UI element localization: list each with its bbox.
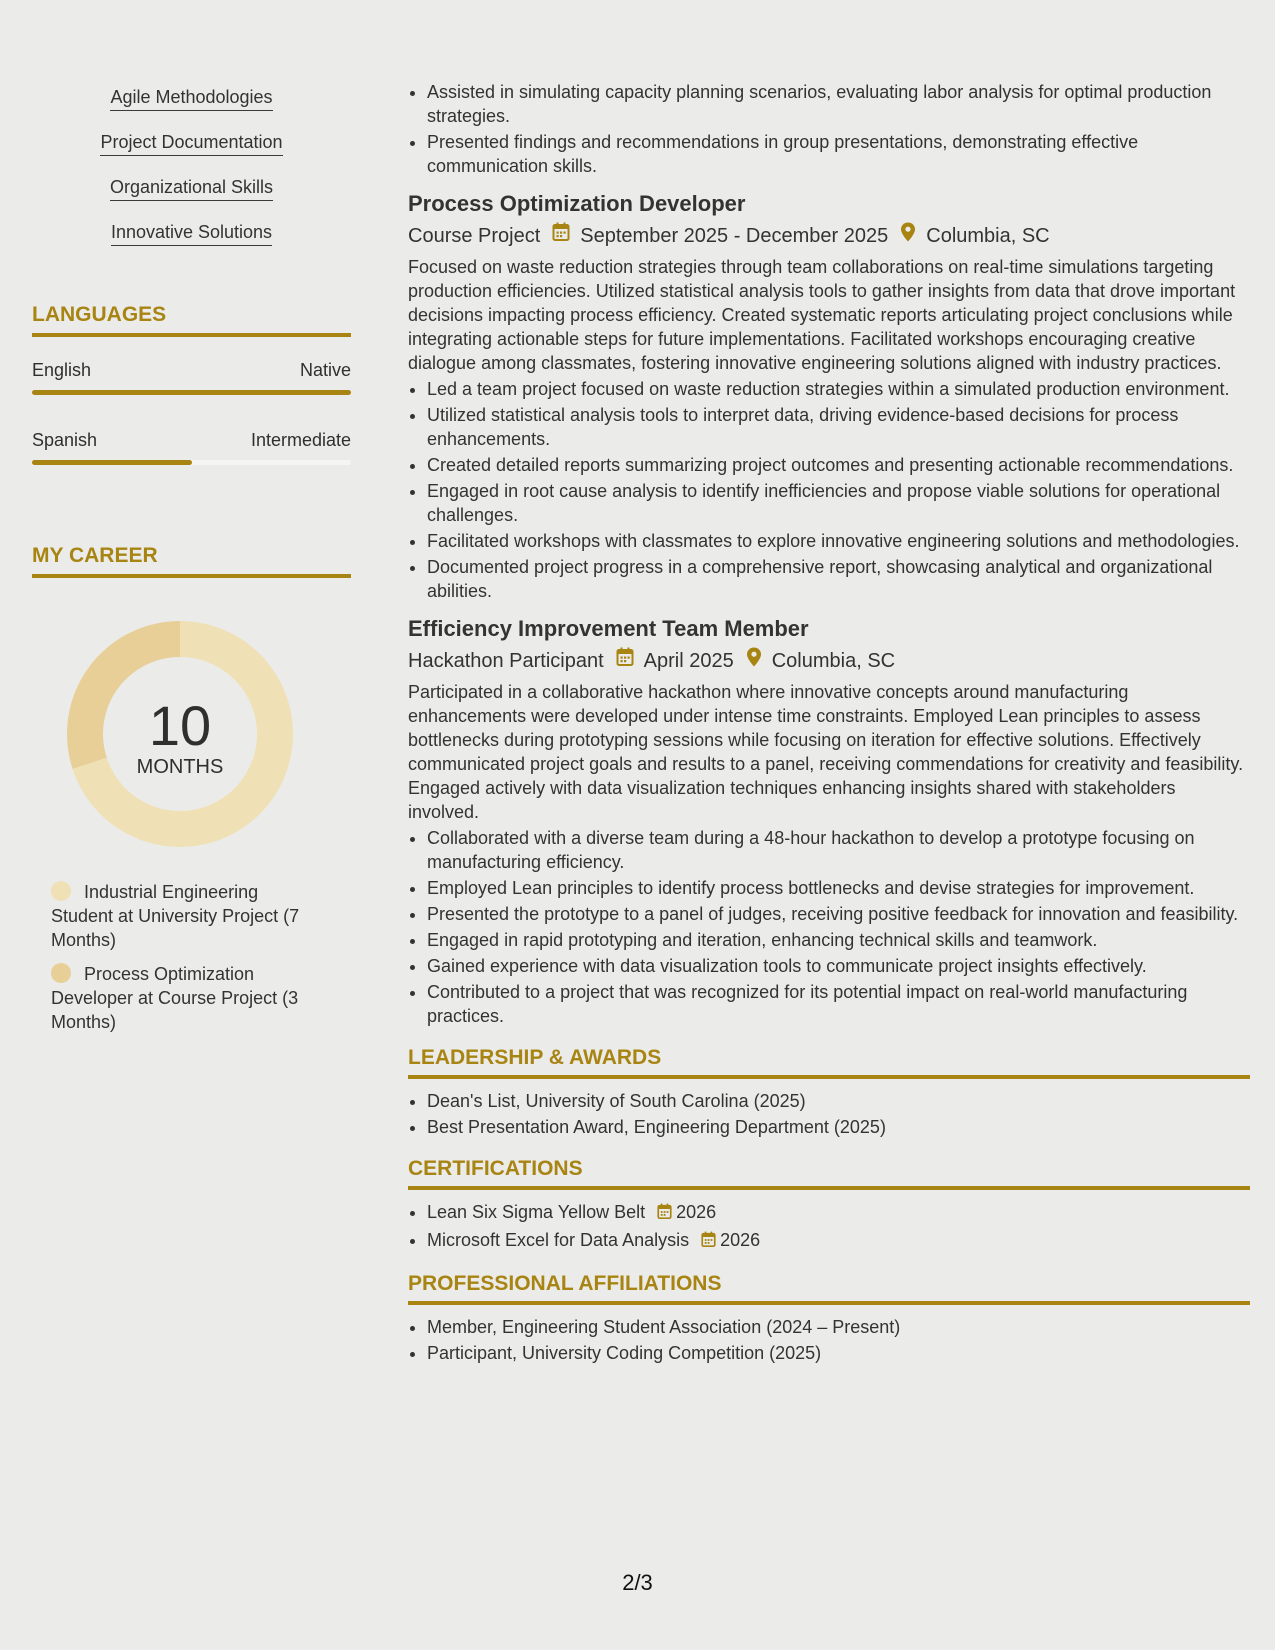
job-title: Process Optimization Developer: [408, 191, 746, 216]
section-divider: [408, 1075, 1250, 1079]
certifications-heading: CERTIFICATIONS: [408, 1157, 583, 1180]
bullet-item: • Collaborated with a diverse team during a 48-hour hackathon to develop a prototype focusing on manufacturing efficiency.: [427, 826, 1250, 874]
right-column: [408, 80, 1250, 1367]
career-heading: MY CAREER: [32, 544, 158, 567]
job-description: Focused on waste reduction strategies through team collaborations on real-time simulations targeting production efficiencies. Utilized statistical analysis tools to gather insights from data that drove important decisions impacting process efficiency. Created systematic reports articulating project conclusions while integrating actionable steps for future implementations. Facilitated workshops encouraging creative dialogue among classmates, fostering innovative engineering solutions aligned with industry practices.: [408, 257, 1236, 373]
language-proficiency-bar: [32, 390, 351, 395]
section-divider: [408, 1301, 1250, 1305]
affiliation-item: • Member, Engineering Student Association (2024 – Present): [427, 1315, 1250, 1339]
certification-item: [427, 1228, 1250, 1254]
section-divider: [32, 574, 351, 578]
page-number: 2/3: [622, 1570, 653, 1595]
calendar-icon: [701, 1230, 716, 1254]
job-bullets: [408, 377, 1250, 603]
job-organization: Hackathon Participant: [408, 649, 604, 672]
legend-item: [51, 962, 321, 1034]
calendar-icon: [657, 1202, 672, 1226]
job-description: Participated in a collaborative hackathon where innovative concepts around manufacturing enhancements were developed under intense time constraints. Employed Lean principles to assess bottlenecks during prototyping sessions while focusing on iteration for effective solutions. Effectively communicated project goals and results to a panel, receiving commendations for creativity and feasibility. Engaged actively with data visualization techniques enhancing insights shared with stakeholders involved.: [408, 682, 1244, 822]
bullet-item: • Gained experience with data visualization tools to communicate project insights effectively.: [427, 954, 1250, 978]
job-title: Efficiency Improvement Team Member: [408, 616, 809, 641]
language-name: English: [32, 360, 92, 380]
leadership-list: [408, 1089, 1250, 1139]
bullet-item: • Created detailed reports summarizing project outcomes and presenting actionable recommendations.: [427, 453, 1250, 477]
legend-color-dot: [51, 881, 71, 901]
language-proficiency-fill: [32, 390, 351, 395]
job-meta: [408, 647, 1250, 674]
skill-item: [32, 221, 351, 266]
leadership-heading: LEADERSHIP & AWARDS: [408, 1046, 662, 1069]
certification-name: Lean Six Sigma Yellow Belt: [427, 1202, 646, 1222]
skill-label: Agile Methodologies: [110, 86, 272, 111]
bullet-item: • Presented findings and recommendations in group presentations, demonstrating effective communication skills.: [427, 130, 1250, 178]
job-organization: Course Project: [408, 224, 541, 247]
affiliations-section: [408, 1272, 1250, 1365]
job-meta: [408, 222, 1250, 249]
affiliation-item: • Participant, University Coding Competition (2025): [427, 1341, 1250, 1365]
section-divider: [408, 1186, 1250, 1190]
language-proficiency-bar: [32, 460, 351, 465]
donut-total-unit: MONTHS: [136, 756, 224, 778]
bullet-item: • Contributed to a project that was recognized for its potential impact on real-world manufacturing practices.: [427, 980, 1250, 1028]
job-bullets: [408, 826, 1250, 1028]
affiliations-list: [408, 1315, 1250, 1365]
section-divider: [32, 333, 351, 337]
language-level: Native: [299, 360, 351, 380]
career-donut-chart: [67, 621, 293, 847]
donut-total-value: 10: [148, 694, 212, 757]
career-legend: [51, 880, 321, 1044]
affiliations-heading: PROFESSIONAL AFFILIATIONS: [408, 1272, 722, 1295]
bullet-item: • Presented the prototype to a panel of judges, receiving positive feedback for innovation and feasibility.: [427, 902, 1250, 926]
calendar-icon: [616, 647, 634, 674]
job-entry: [408, 190, 1250, 603]
certifications-section: [408, 1157, 1250, 1254]
skill-label: Innovative Solutions: [111, 221, 272, 246]
legend-label: Industrial Engineering Student at University Project (7 Months): [51, 882, 300, 950]
skill-label: Organizational Skills: [110, 176, 273, 201]
certification-item: [427, 1200, 1250, 1226]
language-level: Intermediate: [250, 430, 351, 450]
legend-color-dot: [51, 963, 71, 983]
bullet-item: • Utilized statistical analysis tools to interpret data, driving evidence-based decisions for process enhancements.: [427, 403, 1250, 451]
skills-list: [32, 86, 351, 266]
language-name: Spanish: [32, 430, 98, 450]
award-item: • Best Presentation Award, Engineering Department (2025): [427, 1115, 1250, 1139]
award-item: • Dean's List, University of South Carolina (2025): [427, 1089, 1250, 1113]
calendar-icon: [552, 222, 570, 249]
certifications-list: [408, 1200, 1250, 1254]
bullet-item: • Led a team project focused on waste reduction strategies within a simulated production environment.: [427, 377, 1250, 401]
job-location: Columbia, SC: [771, 649, 896, 672]
bullet-item: • Employed Lean principles to identify process bottlenecks and devise strategies for improvement.: [427, 876, 1250, 900]
previous-job-bullets: [408, 80, 1250, 178]
bullet-item: • Assisted in simulating capacity planning scenarios, evaluating labor analysis for optimal production strategies.: [427, 80, 1250, 128]
legend-item: [51, 880, 321, 952]
languages-heading: LANGUAGES: [32, 303, 167, 326]
language-proficiency-fill: [32, 460, 192, 465]
legend-label: Process Optimization Developer at Course Project (3 Months): [51, 964, 299, 1032]
certification-year: 2026: [720, 1230, 761, 1250]
languages-section: [32, 303, 351, 337]
certification-name: Microsoft Excel for Data Analysis: [427, 1230, 690, 1250]
bullet-item: • Documented project progress in a comprehensive report, showcasing analytical and organizational abilities.: [427, 555, 1250, 603]
skill-label: Project Documentation: [100, 131, 282, 156]
certification-year: 2026: [676, 1202, 717, 1222]
map-pin-icon: [900, 222, 916, 249]
leadership-section: [408, 1046, 1250, 1139]
bullet-item: • Engaged in root cause analysis to identify inefficiencies and propose viable solutions for operational challenges.: [427, 479, 1250, 527]
career-section: [32, 544, 351, 578]
bullet-item: • Facilitated workshops with classmates to explore innovative engineering solutions and methodologies.: [427, 529, 1250, 553]
map-pin-icon: [746, 647, 762, 674]
job-dates: April 2025: [643, 649, 734, 672]
bullet-item: • Engaged in rapid prototyping and iteration, enhancing technical skills and teamwork.: [427, 928, 1250, 952]
job-dates: September 2025 - December 2025: [580, 224, 889, 247]
job-location: Columbia, SC: [926, 224, 1050, 247]
skill-item: [32, 86, 351, 131]
skill-item: [32, 176, 351, 221]
skill-item: [32, 131, 351, 176]
job-entry: [408, 615, 1250, 1028]
